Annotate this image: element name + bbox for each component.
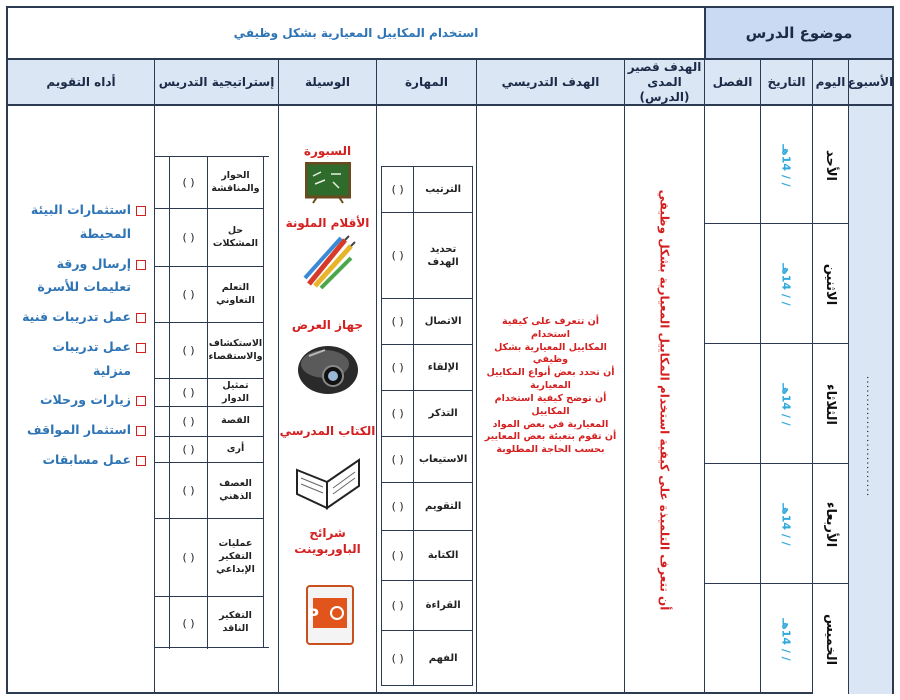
strategy-checkbox[interactable]: ( )	[169, 267, 207, 322]
skill-row	[382, 213, 472, 299]
skill-checkbox[interactable]: ( )	[391, 599, 404, 612]
header-week: الأسبوع	[848, 60, 892, 106]
evaluation-item[interactable]: استثمارات البيئة المحيطة	[14, 198, 146, 246]
tool-label-powerpoint: شرائح الباوربوينت	[294, 526, 361, 556]
checkbox-icon[interactable]	[136, 456, 146, 466]
skill-row	[382, 391, 472, 437]
teaching-goal-line: أن تحدد بعض أنواع المكاييل	[486, 367, 615, 379]
teaching-goal-line: المكاييل المعيارية بشكل وظيفي	[494, 341, 607, 366]
strategy-row	[155, 209, 263, 267]
skill-label: الإلقاء	[413, 345, 472, 390]
teaching-goal-line: المعيارية	[530, 380, 571, 392]
tool-column	[278, 106, 376, 694]
strategy-label: أرى	[207, 437, 263, 462]
tool-label-blackboard: السبورة	[303, 144, 352, 158]
class-column	[704, 106, 760, 694]
header-tool: الوسيلة	[278, 60, 376, 106]
strategy-checkbox[interactable]: ( )	[169, 407, 207, 436]
skill-checkbox[interactable]: ( )	[391, 651, 404, 665]
skill-row	[382, 437, 472, 483]
skill-row	[382, 167, 472, 213]
strategy-checkbox[interactable]: ( )	[169, 437, 207, 462]
evaluation-item[interactable]: عمل مسابقات	[14, 448, 146, 472]
checkbox-icon[interactable]	[136, 426, 146, 436]
header-short-goal-line2: المدى (الدرس)	[639, 74, 690, 104]
header-teaching-goal: الهدف التدريسي	[476, 60, 624, 106]
teaching-goal-line: أن توضح كيفية استخدام المكاييل	[494, 392, 607, 417]
strategy-checkbox[interactable]: ( )	[169, 209, 207, 266]
skill-label: الترتيب	[413, 167, 472, 212]
strategy-checkbox[interactable]: ( )	[169, 323, 207, 378]
date-value[interactable]: / / 14هـ	[780, 617, 793, 661]
tool-label-textbook: الكتاب المدرسي	[279, 424, 376, 438]
strategy-label: الاستكشاف والاستقصاء	[207, 323, 263, 378]
strategy-row	[155, 157, 263, 209]
date-value[interactable]: / / 14هـ	[780, 502, 793, 546]
class-cell[interactable]	[705, 344, 760, 464]
checkbox-icon[interactable]	[136, 206, 146, 216]
projector-icon	[295, 338, 361, 398]
strategy-row	[155, 379, 263, 407]
strategy-row	[155, 437, 263, 463]
tool-label-pencils: الأقلام الملونة	[285, 216, 370, 230]
title-row	[8, 8, 892, 60]
checkbox-icon[interactable]	[136, 343, 146, 353]
skill-checkbox[interactable]: ( )	[391, 453, 404, 466]
skill-checkbox[interactable]: ( )	[391, 183, 404, 196]
evaluation-column	[8, 106, 154, 694]
strategy-row	[155, 597, 263, 649]
week-placeholder[interactable]: ...........................	[863, 375, 877, 497]
class-cell[interactable]	[705, 464, 760, 584]
evaluation-item[interactable]: استثمار المواقف	[14, 418, 146, 442]
blackboard-icon	[305, 162, 351, 204]
skill-row	[382, 531, 472, 581]
teaching-goal-line: أن تقوم بتعبئة بعض المعايير	[484, 431, 617, 443]
strategy-checkbox[interactable]: ( )	[169, 463, 207, 518]
class-cell[interactable]	[705, 224, 760, 344]
skill-label: القراءة	[413, 581, 472, 630]
strategy-label: حل المشكلات	[207, 209, 263, 266]
svg-text:P: P	[307, 605, 319, 624]
teaching-goal-line: أن تتعرف على كيفية استخدام	[502, 316, 599, 340]
skill-column	[376, 106, 476, 694]
header-short-goal-line1: الهدف قصير	[627, 59, 702, 74]
teaching-goal-line: بحسب الحاجة المطلوبة	[496, 444, 605, 456]
header-day: اليوم	[812, 60, 848, 106]
evaluation-item[interactable]: عمل تدريبات فنية	[14, 305, 146, 329]
day-name: الأربعاء	[823, 501, 838, 547]
tool-label-projector: جهاز العرض	[291, 318, 364, 332]
skill-row	[382, 581, 472, 631]
date-value[interactable]: / / 14هـ	[780, 382, 793, 426]
checkbox-icon[interactable]	[136, 396, 146, 406]
checkbox-icon[interactable]	[136, 260, 146, 270]
skill-label: التقويم	[413, 483, 472, 530]
skills-table	[381, 166, 473, 686]
week-column	[848, 106, 892, 694]
strategy-table	[155, 156, 269, 648]
strategy-row	[155, 267, 263, 323]
date-value[interactable]: / / 14هـ	[780, 143, 793, 187]
strategy-rail	[263, 157, 269, 647]
header-date: التاريخ	[760, 60, 812, 106]
teaching-goal-line: المعيارية في بعض المواد	[492, 418, 609, 430]
evaluation-item[interactable]: زيارات ورحلات	[14, 388, 146, 412]
textbook-icon	[293, 452, 363, 510]
skill-checkbox[interactable]: ( )	[391, 361, 404, 374]
short-goal-column	[624, 106, 704, 694]
strategy-column	[154, 106, 278, 694]
teaching-goal-column	[476, 106, 624, 694]
strategy-checkbox[interactable]: ( )	[169, 597, 207, 649]
strategy-label: القصة	[207, 407, 263, 436]
strategy-row	[155, 519, 263, 597]
skill-row	[382, 483, 472, 531]
short-goal-text: أن تتعرف التلميذة على كيفية استخدام المكاييل المعيارية بشكل وظيفي	[657, 189, 672, 611]
strategy-label: العصف الذهني	[207, 463, 263, 518]
strategy-label: التعلم التعاوني	[207, 267, 263, 322]
strategy-checkbox[interactable]: ( )	[169, 157, 207, 208]
skill-checkbox[interactable]: ( )	[391, 249, 404, 262]
skill-label: الاتصال	[413, 299, 472, 344]
header-evaluation: أداه التقويم	[8, 60, 154, 106]
header-short-goal	[624, 60, 704, 106]
powerpoint-icon	[305, 584, 355, 646]
skill-checkbox[interactable]: ( )	[391, 500, 404, 513]
lesson-plan-sheet	[6, 6, 894, 694]
date-value[interactable]: / / 14هـ	[780, 262, 793, 306]
day-name: الثلاثاء	[823, 383, 838, 425]
skill-row	[382, 345, 472, 391]
strategy-checkbox[interactable]: ( )	[169, 379, 207, 406]
day-name: الاثنين	[823, 263, 838, 305]
skill-row	[382, 299, 472, 345]
skill-checkbox[interactable]: ( )	[391, 407, 404, 420]
day-column	[812, 106, 848, 694]
header-skill: المهارة	[376, 60, 476, 106]
skill-label: تحديد الهدف	[413, 213, 472, 298]
header-strategy: إستراتيجية التدريس	[154, 60, 278, 106]
class-cell[interactable]	[705, 106, 760, 224]
evaluation-item[interactable]: إرسال ورقة تعليمات للأسرة	[14, 252, 146, 300]
strategy-row	[155, 463, 263, 519]
skill-label: الفهم	[413, 631, 472, 685]
evaluation-list	[14, 198, 146, 478]
skill-checkbox[interactable]: ( )	[391, 549, 404, 562]
strategy-label: عمليات التفكير الإبداعي	[207, 519, 263, 596]
skill-checkbox[interactable]: ( )	[391, 315, 404, 328]
date-column	[760, 106, 812, 694]
strategy-label: تمثيل الدوار	[207, 379, 263, 406]
skill-row	[382, 631, 472, 685]
strategy-row	[155, 407, 263, 437]
header-class: الفصل	[704, 60, 760, 106]
subject-label: موضوع الدرس	[704, 8, 892, 60]
skill-label: الكتابة	[413, 531, 472, 580]
strategy-row	[155, 323, 263, 379]
subject-value: استخدام المكاييل المعيارية بشكل وظيفي	[8, 8, 704, 60]
strategy-label: التفكير الناقد	[207, 597, 263, 649]
day-name: الأحد	[823, 149, 839, 181]
strategy-label: الحوار والمناقشة	[207, 157, 263, 208]
strategy-checkbox[interactable]: ( )	[169, 519, 207, 596]
colored-pencils-icon	[301, 234, 357, 290]
teaching-goals	[481, 316, 620, 457]
skill-label: التذكر	[413, 391, 472, 436]
skill-label: الاستيعاب	[413, 437, 472, 482]
checkbox-icon[interactable]	[136, 313, 146, 323]
day-name: الخميس	[822, 613, 838, 665]
evaluation-item[interactable]: عمل تدريبات منزلية	[14, 335, 146, 383]
